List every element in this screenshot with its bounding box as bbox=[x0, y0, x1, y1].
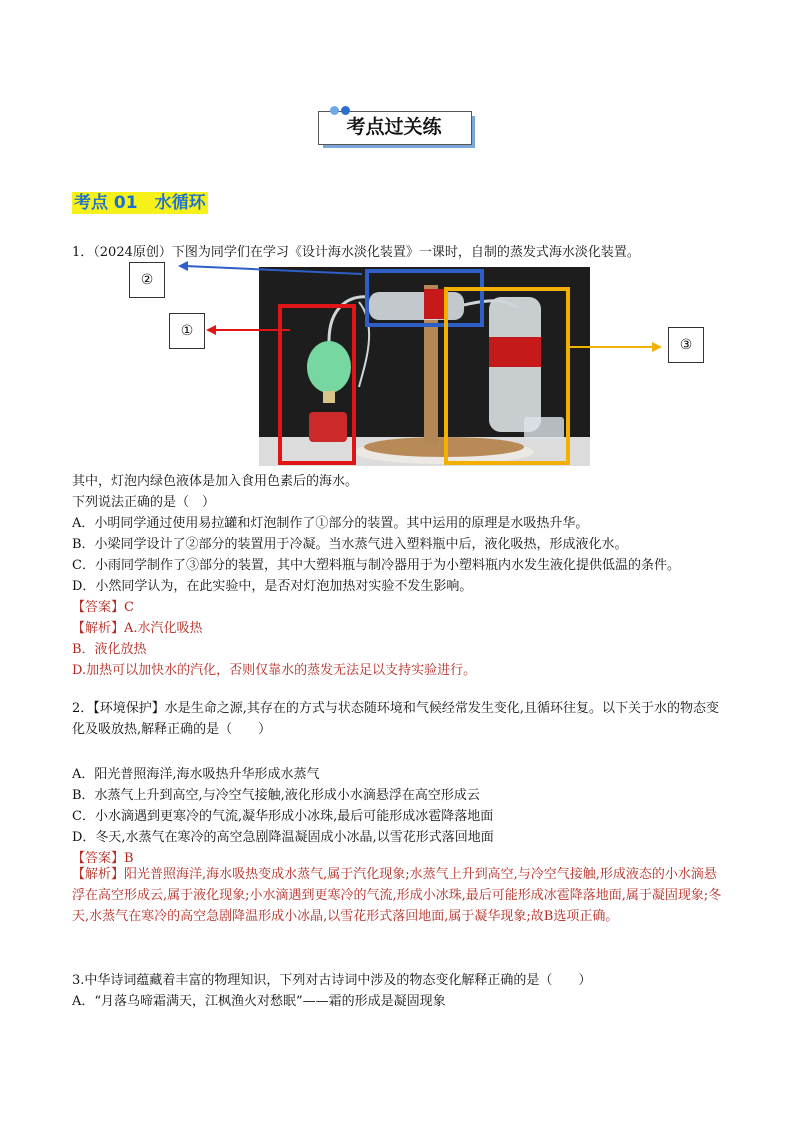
q2-stem: 2．【环境保护】水是生命之源,其存在的方式与状态随环境和气候经常发生变化,且循环往复。以下关于水的物态变化及吸放热,解释正确的是（ ） bbox=[72, 701, 720, 737]
q1-analysis-b: B．液化放热 bbox=[72, 642, 147, 657]
answer-value: C bbox=[124, 600, 134, 615]
q1-option-a: A．小明同学通过使用易拉罐和灯泡制作了①部分的装置。其中运用的原理是水吸热升华。 bbox=[72, 516, 589, 531]
q2-option-b: B．水蒸气上升到高空,与冷空气接触,液化形成小水滴悬浮在高空形成云 bbox=[72, 788, 480, 803]
label-1: ① bbox=[169, 313, 205, 349]
answer-value: B bbox=[124, 851, 134, 866]
q1-note: 其中，灯泡内绿色液体是加入食用色素后的海水。 bbox=[72, 474, 359, 489]
label-3: ③ bbox=[668, 327, 704, 363]
answer-tag: 【答案】 bbox=[72, 851, 125, 866]
q1-answer bbox=[72, 596, 134, 615]
analysis-tag: 【解析】 bbox=[72, 621, 125, 636]
answer-tag: 【答案】 bbox=[72, 600, 125, 615]
q1-ask: 下列说法正确的是（ ） bbox=[72, 495, 216, 510]
q3-option-a: A．“月落乌啼霜满天，江枫渔火对愁眠”——霜的形成是凝固现象 bbox=[72, 994, 446, 1009]
q3-stem: 3.中华诗词蕴藏着丰富的物理知识，下列对古诗词中涉及的物态变化解释正确的是（ ） bbox=[72, 973, 592, 988]
q1-analysis-d: D.加热可以加快水的汽化，否则仅靠水的蒸发无法足以支持实验进行。 bbox=[72, 663, 477, 678]
label-2: ② bbox=[129, 262, 165, 298]
q1-stem: 1．（2024原创）下图为同学们在学习《设计海水淡化装置》一课时，自制的蒸发式海水淡化装置。 bbox=[72, 245, 640, 260]
q2-option-d: D．冬天,水蒸气在寒冷的高空急剧降温凝固成小冰晶,以雪花形式落回地面 bbox=[72, 830, 494, 845]
q1-option-d: D．小然同学认为，在此实验中，是否对灯泡加热对实验不发生影响。 bbox=[72, 579, 473, 594]
analysis-text: 阳光普照海洋,海水吸热变成水蒸气,属于汽化现象;水蒸气上升到高空,与冷空气接触,形成液态的小水滴悬浮在高空形成云,属于液化现象;小水滴遇到更寒冷的气流,形成小冰珠,最后可能形成冰雹降落地面,属于凝固现象;冬天,水蒸气在寒冷的高空急剧降温形成小冰晶,以雪花形式落回地面,属于凝华现象;故B选项正确。 bbox=[72, 867, 722, 924]
q2-analysis bbox=[72, 864, 722, 927]
analysis-tag: 【解析】 bbox=[72, 867, 125, 882]
callout-arrows bbox=[0, 0, 794, 500]
q2-option-c: C．小水滴遇到更寒冷的气流,凝华形成小冰珠,最后可能形成冰雹降落地面 bbox=[72, 809, 494, 824]
q1-option-c: C．小雨同学制作了③部分的装置，其中大塑料瓶与制冷器用于为小塑料瓶内水发生液化提供低温的条件。 bbox=[72, 558, 680, 573]
analysis-line: A.水汽化吸热 bbox=[124, 621, 203, 636]
page-title: 考点过关练 bbox=[346, 116, 442, 138]
q2-option-a: A．阳光普照海洋,海水吸热升华形成水蒸气 bbox=[72, 767, 320, 782]
section-heading: 考点 01 水循环 bbox=[74, 193, 206, 213]
q1-analysis-a bbox=[72, 617, 203, 636]
q1-option-b: B．小梁同学设计了②部分的装置用于冷凝。当水蒸气进入塑料瓶中后，液化吸热，形成液化水。 bbox=[72, 537, 628, 552]
